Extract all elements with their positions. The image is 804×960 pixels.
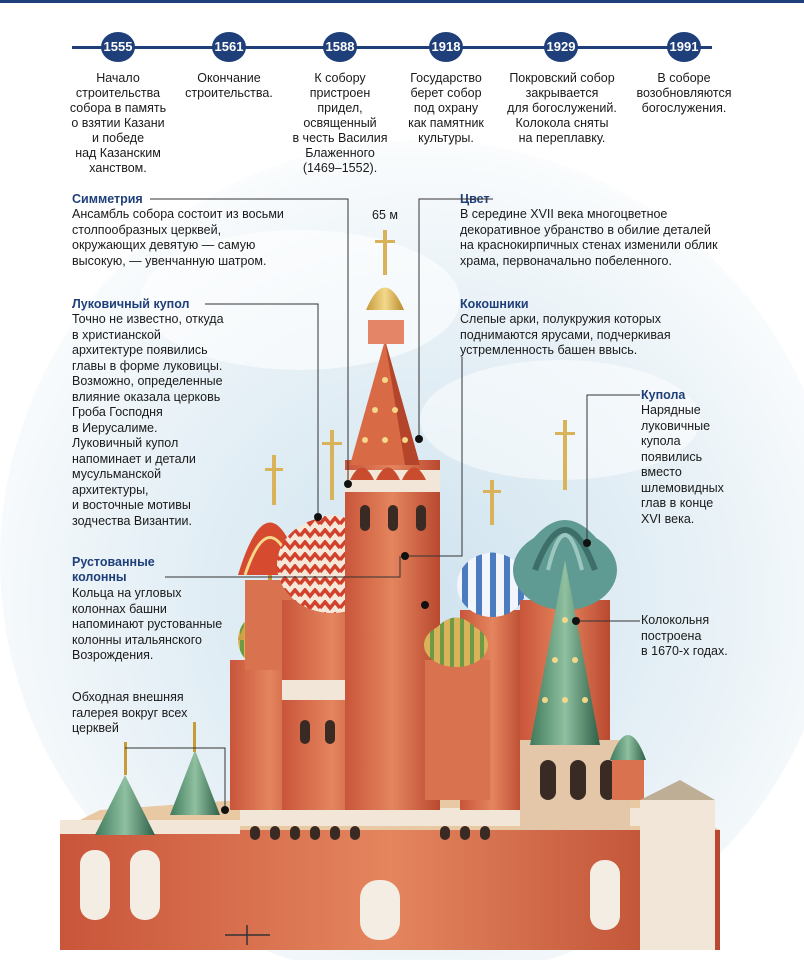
timeline-event-text: Начало строительства собора в память о взятии Казани и победе над Казанским ханством. [69, 71, 167, 175]
timeline-event-text: Государство берет собор под охрану как памятник культуры. [408, 71, 484, 145]
kokoshniki-text: Слепые арки, полукружия которых поднимаются ярусами, подчеркивая устремленность башен ввысь. [460, 312, 671, 357]
rusticated-columns-text: Кольца на угловых колоннах башни напоминают рустованные колонны итальянского Возрождения. [72, 586, 223, 662]
kokoshniki-title: Кокошники [460, 297, 529, 311]
domes-text: Нарядные луковичные купола появились вместо шлемовидных глав в конце XVI века. [641, 403, 724, 526]
year-badge: 1929 [544, 32, 578, 62]
timeline-line [72, 46, 712, 49]
year-badge: 1991 [667, 32, 701, 62]
onion-dome-title: Луковичный купол [72, 297, 190, 311]
color-title: Цвет [460, 192, 490, 206]
timeline-event-text: В соборе возобновляются богослужения. [636, 71, 732, 115]
timeline-event-text: Окончание строительства. [185, 71, 273, 100]
timeline-event-text: Покровский собор закрывается для богослужений. Колокола сняты на переплавку. [507, 71, 617, 145]
onion-dome-text: Точно не известно, откуда в христианской архитектуре появились главы в форме луковицы. Возможно, определенные влияние оказала церковь Гроба Господня в Иерусалиме. Луковичный купол напоминает и детали мусульманской архитектуры, и восточные мотивы зодчества Византии. [72, 312, 224, 528]
domes-title: Купола [641, 388, 686, 402]
year-badge: 1588 [323, 32, 357, 62]
year-badge: 1555 [101, 32, 135, 62]
rusticated-columns-title: Рустованные колонны [72, 555, 155, 584]
gallery-text: Обходная внешняя галерея вокруг всех церквей [72, 690, 188, 735]
color-text: В середине XVII века многоцветное декоративное убранство в обилие деталей на краснокирпичных стенах изменили облик храма, первоначально побеленного. [460, 207, 718, 268]
timeline-event-text: К собору пристроен придел, освященный в честь Василия Блаженного (1469–1552). [292, 71, 388, 175]
symmetry-text: Ансамбль собора состоит из восьми столпообразных церквей, окружающих девятую — самую высокую, — увенчанную шатром. [72, 207, 284, 268]
year-badge: 1561 [212, 32, 246, 62]
symmetry-title: Симметрия [72, 192, 143, 206]
height-label: 65 м [372, 208, 398, 222]
belfry-text: Колокольня построена в 1670-х годах. [641, 613, 728, 658]
year-badge: 1918 [429, 32, 463, 62]
